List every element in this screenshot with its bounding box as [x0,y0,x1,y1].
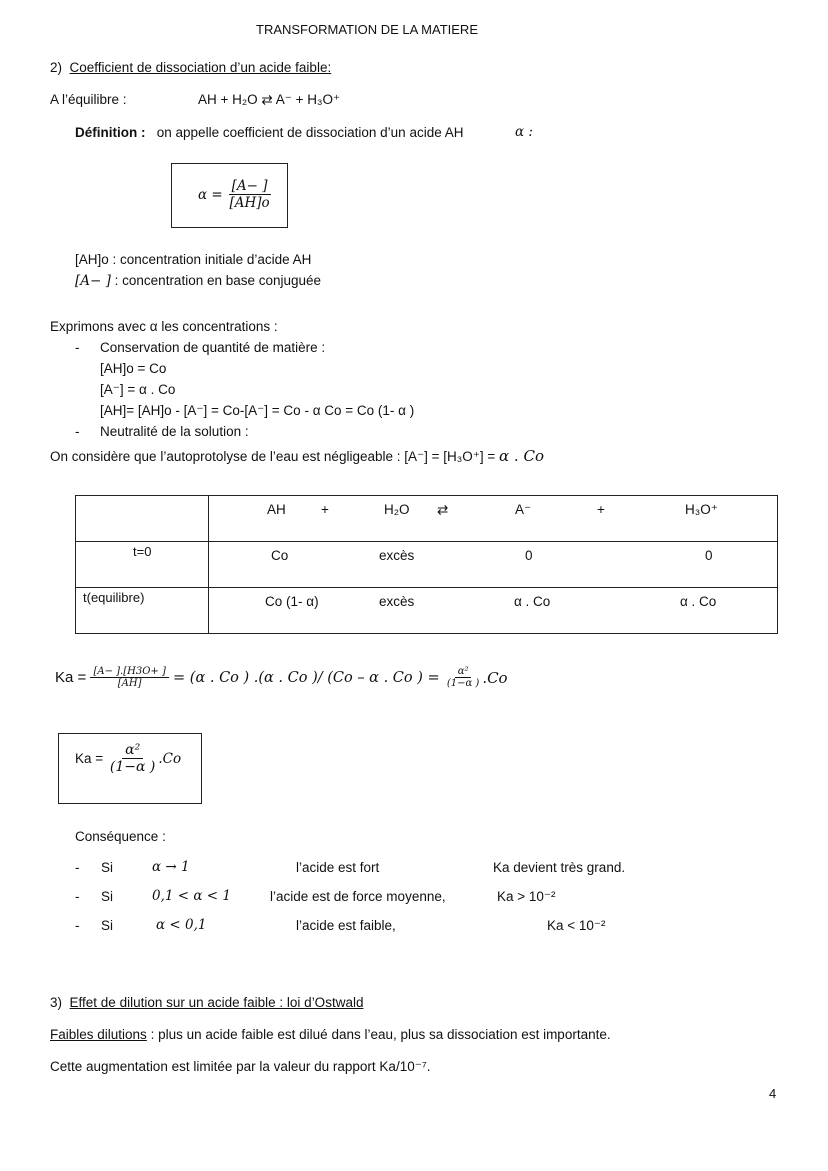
ka-frac1-numerator: [A− ].[H3O+ ] [90,666,168,678]
definition-text: on appelle coefficient de dissociation d’un acide AH [156,125,464,140]
ka-frac1-denominator: [AH] [117,678,142,689]
alpha-numerator: [A− ] [229,178,271,195]
table-header-plus: + [597,502,605,517]
equilibrium-label: A l’équilibre : [50,92,127,107]
table-row [76,542,778,588]
consequence-text: l’acide est faible, [296,918,396,933]
ka-box-tail: .Co [158,750,182,767]
section-2-heading [50,60,331,75]
autoprotolyse-end: α . Co [499,447,544,465]
section-3-heading [50,995,363,1010]
bullet-conservation: Conservation de quantité de matière : [100,340,326,355]
ka-box-numerator: α² [122,742,143,759]
table-header-arrow: ⇄ [437,502,449,517]
legend-a [75,273,321,289]
bullet-dash: - [75,340,80,355]
cell-h3o: 0 [705,548,713,563]
consequence-dash: - [75,918,80,933]
ka-box-lhs: Ka = [75,751,104,766]
ka-box-denominator: (1−α ) [109,759,156,775]
definition-line [75,125,463,140]
table-header-ah: AH [267,502,286,517]
ka-frac2-denominator: (1−α ) [446,678,480,689]
cell-h2o: excès [379,548,415,563]
alpha-definition-box [171,163,288,228]
dilution-label: Faibles dilutions [50,1027,147,1042]
consequence-text: l’acide est de force moyenne, [270,889,446,904]
ka-tail: .Co [482,668,508,687]
cell-a: α . Co [514,594,551,609]
cell-a: 0 [525,548,533,563]
definition-label: Définition : [75,125,146,140]
ka-middle: = (α . Co ) .(α . Co )/ (Co – α . Co ) = [173,669,440,686]
definition-symbol: α : [515,124,533,140]
consequence-condition: α < 0,1 [156,917,207,933]
bullet-neutral: Neutralité de la solution : [100,424,249,439]
section-2-title: Coefficient de dissociation d’un acide faible: [69,60,332,75]
bullet-dash: - [75,424,80,439]
table-header-h3o: H₃O⁺ [685,502,718,517]
reaction-table [75,495,778,634]
section-3-number: 3) [50,995,63,1010]
consequence-dash: - [75,860,80,875]
consequence-ka: Ka < 10⁻² [547,918,606,933]
consequence-si: Si [101,860,114,875]
section-2-number: 2) [50,60,63,75]
cell-ah: Co [271,548,289,563]
dilution-line [50,1027,611,1042]
table-header-plus: + [321,502,329,517]
ka-lhs: Ka = [55,669,87,686]
line-ah0: [AH]o = Co [100,361,167,376]
section-3-title: Effet de dilution sur un acide faible : loi d’Ostwald [69,995,364,1010]
consequence-ka: Ka > 10⁻² [497,889,556,904]
autoprotolyse-line [50,447,544,465]
ka-formula-box [58,733,202,804]
consequence-si: Si [101,889,114,904]
table-header-a: A⁻ [515,502,532,517]
legend-a-symbol: [A− ] [75,273,111,289]
row-label: t=0 [133,544,152,559]
cell-h2o: excès [379,594,415,609]
line-ah: [AH]= [AH]o - [A⁻] = Co-[A⁻] = Co - α Co = Co (1- α ) [100,403,415,418]
page-number: 4 [769,1086,777,1101]
consequence-dash: - [75,889,80,904]
consequence-condition: α → 1 [152,859,190,875]
legend-a-text: : concentration en base conjuguée [114,273,322,288]
alpha-lhs: α = [198,186,223,203]
dilution-text: : plus un acide faible est dilué dans l’eau, plus sa dissociation est importante. [150,1027,611,1042]
equilibrium-equation: AH + H₂O ⇄ A⁻ + H₃O⁺ [198,92,341,107]
ka-equation [55,666,508,689]
table-header-row [76,496,778,542]
consequence-text: l’acide est fort [296,860,380,875]
limit-text: Cette augmentation est limitée par la valeur du rapport Ka/10⁻⁷. [50,1059,431,1074]
consequence-title: Conséquence : [75,829,166,844]
page-header-title: TRANSFORMATION DE LA MATIERE [256,22,478,37]
cell-ah: Co (1- α) [265,594,319,609]
cell-h3o: α . Co [680,594,717,609]
autoprotolyse-text: On considère que l’autoprotolyse de l’eau est négligeable : [A⁻] = [H₃O⁺] = [50,449,496,464]
consequence-condition: 0,1 < α < 1 [152,888,231,904]
consequence-ka: Ka devient très grand. [493,860,626,875]
table-header-h2o: H₂O [384,502,410,517]
table-row [76,588,778,634]
row-label: t(equilibre) [83,590,145,605]
line-a: [A⁻] = α . Co [100,382,176,397]
consequence-si: Si [101,918,114,933]
alpha-denominator: [AH]o [229,195,270,211]
ka-frac2-numerator: α² [455,666,472,678]
legend-ah: [AH]o : concentration initiale d’acide AH [75,252,312,267]
express-title: Exprimons avec α les concentrations : [50,319,278,334]
